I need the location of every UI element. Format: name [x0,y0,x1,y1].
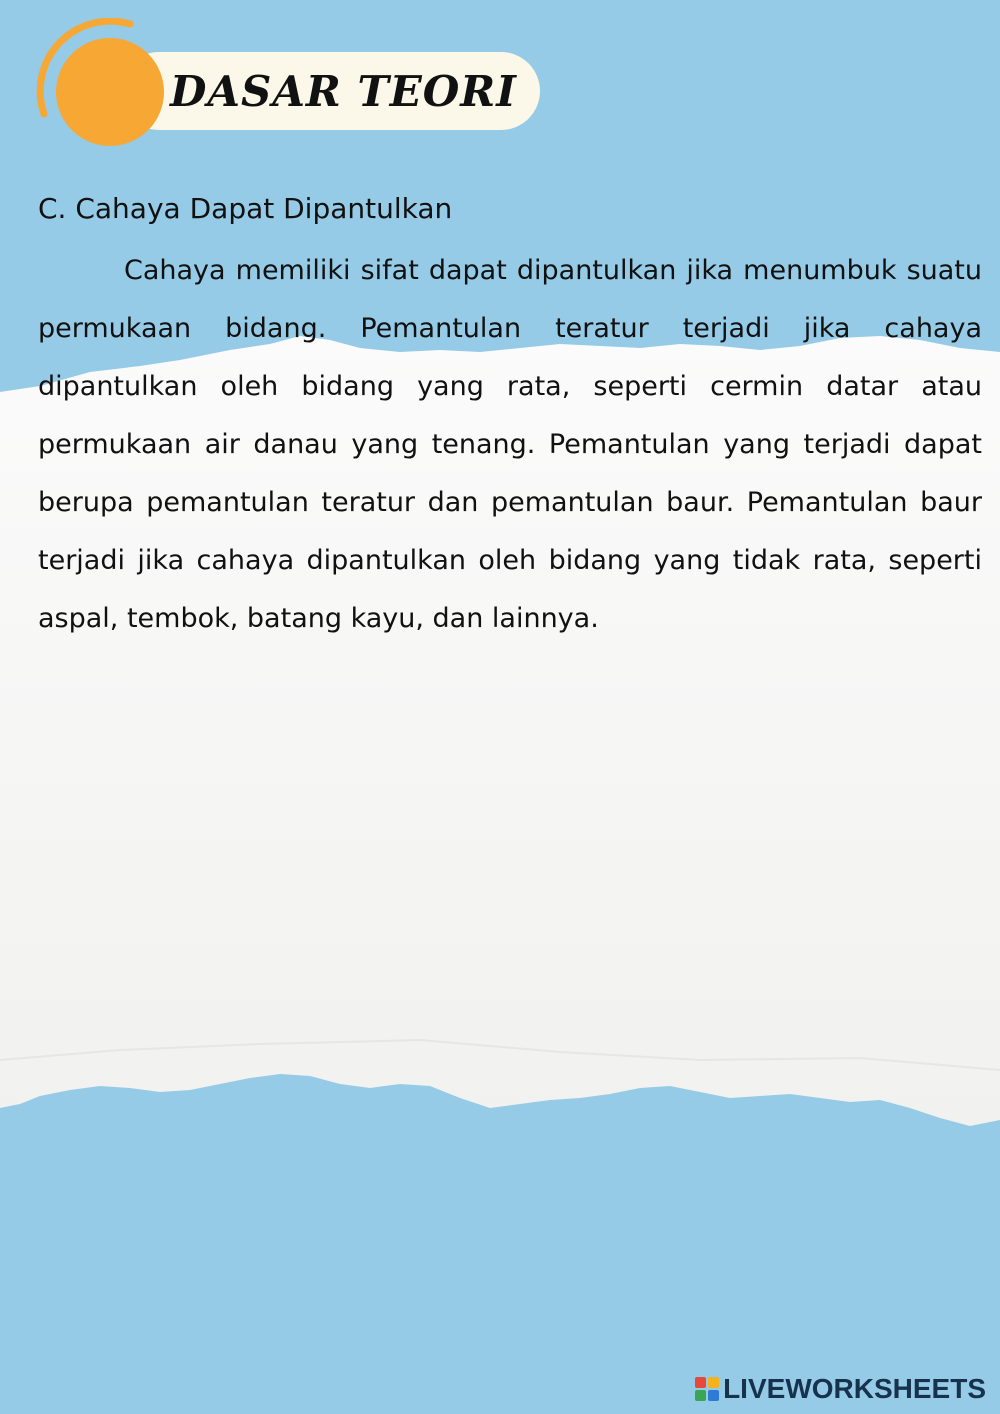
sun-circle-decoration [56,38,164,146]
page-title: DASAR TEORI [170,67,517,116]
liveworksheets-logo [695,1372,986,1406]
title-banner [0,0,560,160]
section-paragraph: Cahaya memiliki sifat dapat dipantulkan jika menumbuk suatu permukaan bidang. Pemantulan teratur terjadi jika cahaya dipantulkan oleh bidang yang rata, seperti cermin datar atau permukaan air danau yang tenang. Pemantulan yang terjadi dapat berupa pemantulan teratur dan pemantulan baur. Pemantulan baur terjadi jika cahaya dipantulkan oleh bidang yang tidak rata, seperti aspal, tembok, batang kayu, dan lainnya. [38,255,982,634]
logo-text: LIVEWORKSHEETS [723,1373,986,1404]
liveworksheets-logo-icon [695,1377,719,1401]
section-heading: C. Cahaya Dapat Dipantulkan [38,192,453,225]
